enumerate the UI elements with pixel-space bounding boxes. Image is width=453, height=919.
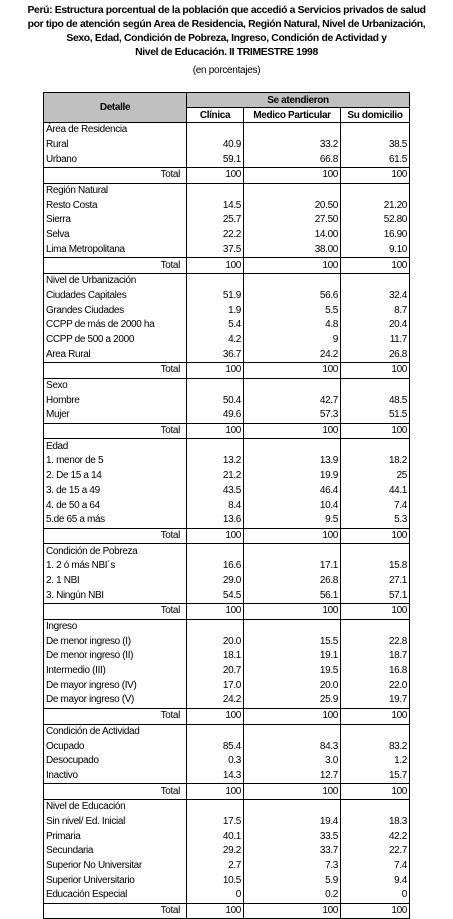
table-row — [44, 243, 410, 258]
table-row — [44, 649, 410, 664]
value-cell: 13.2 — [187, 454, 244, 469]
value-cell: 15.5 — [244, 634, 341, 649]
total-label: Total — [44, 604, 187, 620]
total-row — [44, 604, 410, 620]
table-row — [44, 693, 410, 708]
empty-cell — [244, 799, 341, 814]
row-label: De mayor ingreso (V) — [44, 693, 187, 708]
value-cell: 33.7 — [244, 844, 341, 859]
table-row — [44, 829, 410, 844]
title-line: Perú: Estructura porcentual de la población que accedió a Servicios privados de salud — [27, 5, 426, 16]
value-cell: 14.5 — [187, 198, 244, 213]
table-row — [44, 318, 410, 333]
row-label: 5.de 65 a más — [44, 513, 187, 528]
section-header-row — [44, 799, 410, 814]
section-label: Edad — [44, 439, 187, 454]
value-cell: 4.2 — [187, 333, 244, 348]
value-cell: 10.4 — [244, 498, 341, 513]
header-medico-particular: Medico Particular — [244, 108, 341, 123]
value-cell: 85.4 — [187, 739, 244, 754]
value-cell: 56.6 — [244, 289, 341, 304]
row-label: 2. 1 NBI — [44, 574, 187, 589]
section-label: Condición de Pobreza — [44, 544, 187, 559]
empty-cell — [341, 619, 410, 634]
value-cell: 7.3 — [244, 859, 341, 874]
value-cell: 84.3 — [244, 739, 341, 754]
title-line: Sexo, Edad, Condición de Pobreza, Ingreso, Condición de Actividad y — [66, 33, 387, 44]
table-row — [44, 393, 410, 408]
value-cell: 8.7 — [341, 303, 410, 318]
total-value-cell: 100 — [187, 528, 244, 544]
empty-cell — [341, 724, 410, 739]
row-label: 2. De 15 a 14 — [44, 469, 187, 484]
value-cell: 51.5 — [341, 408, 410, 423]
table-row — [44, 469, 410, 484]
empty-cell — [187, 544, 244, 559]
row-label: 4. de 50 a 64 — [44, 498, 187, 513]
row-label: De menor ingreso (I) — [44, 634, 187, 649]
value-cell: 15.8 — [341, 559, 410, 574]
empty-cell — [244, 544, 341, 559]
value-cell: 42.7 — [244, 393, 341, 408]
total-value-cell: 100 — [187, 363, 244, 379]
value-cell: 18.3 — [341, 815, 410, 830]
table-row — [44, 347, 410, 362]
total-value-cell: 100 — [187, 708, 244, 724]
table-row — [44, 754, 410, 769]
value-cell: 9.10 — [341, 243, 410, 258]
value-cell: 29.0 — [187, 574, 244, 589]
value-cell: 12.7 — [244, 769, 341, 784]
value-cell: 19.4 — [244, 815, 341, 830]
value-cell: 49.6 — [187, 408, 244, 423]
value-cell: 14.00 — [244, 228, 341, 243]
row-label: Lima Metropolitana — [44, 243, 187, 258]
total-row — [44, 784, 410, 800]
table-row — [44, 198, 410, 213]
table-row — [44, 408, 410, 423]
total-label: Total — [44, 258, 187, 274]
section-header-row — [44, 619, 410, 634]
row-label: Urbano — [44, 152, 187, 167]
total-value-cell: 100 — [187, 168, 244, 184]
section-header-row — [44, 544, 410, 559]
value-cell: 83.2 — [341, 739, 410, 754]
section-label: Condición de Actividad — [44, 724, 187, 739]
value-cell: 44.1 — [341, 484, 410, 499]
empty-cell — [244, 724, 341, 739]
value-cell: 52.80 — [341, 213, 410, 228]
total-label: Total — [44, 784, 187, 800]
value-cell: 48.5 — [341, 393, 410, 408]
value-cell: 13.6 — [187, 513, 244, 528]
value-cell: 56.1 — [244, 588, 341, 603]
total-value-cell: 100 — [341, 708, 410, 724]
empty-cell — [187, 378, 244, 393]
value-cell: 5.5 — [244, 303, 341, 318]
empty-cell — [244, 123, 341, 138]
total-value-cell: 100 — [244, 604, 341, 620]
row-label: Selva — [44, 228, 187, 243]
row-label: CCPP de más de 2000 ha — [44, 318, 187, 333]
value-cell: 50.4 — [187, 393, 244, 408]
value-cell: 51.9 — [187, 289, 244, 304]
value-cell: 57.1 — [341, 588, 410, 603]
total-value-cell: 100 — [187, 423, 244, 439]
empty-cell — [187, 619, 244, 634]
value-cell: 22.2 — [187, 228, 244, 243]
header-group: Se atendieron — [187, 93, 410, 108]
empty-cell — [341, 273, 410, 288]
total-value-cell: 100 — [244, 528, 341, 544]
empty-cell — [341, 799, 410, 814]
table-row — [44, 888, 410, 903]
value-cell: 42.2 — [341, 829, 410, 844]
value-cell: 26.8 — [341, 347, 410, 362]
value-cell: 10.5 — [187, 873, 244, 888]
total-row — [44, 258, 410, 274]
value-cell: 9.5 — [244, 513, 341, 528]
value-cell: 22.8 — [341, 634, 410, 649]
total-row — [44, 528, 410, 544]
document-title — [0, 4, 453, 60]
total-label: Total — [44, 168, 187, 184]
value-cell: 27.1 — [341, 574, 410, 589]
value-cell: 1.2 — [341, 754, 410, 769]
table-row — [44, 138, 410, 153]
table-row — [44, 498, 410, 513]
row-label: Grandes Ciudades — [44, 303, 187, 318]
row-label: Mujer — [44, 408, 187, 423]
value-cell: 20.0 — [187, 634, 244, 649]
total-value-cell: 100 — [244, 708, 341, 724]
value-cell: 21.2 — [187, 469, 244, 484]
value-cell: 0.2 — [244, 888, 341, 903]
value-cell: 29.2 — [187, 844, 244, 859]
value-cell: 19.9 — [244, 469, 341, 484]
empty-cell — [244, 619, 341, 634]
value-cell: 37.5 — [187, 243, 244, 258]
total-value-cell: 100 — [244, 363, 341, 379]
total-value-cell: 100 — [341, 423, 410, 439]
table-row — [44, 559, 410, 574]
value-cell: 46.4 — [244, 484, 341, 499]
row-label: Ocupado — [44, 739, 187, 754]
value-cell: 16.8 — [341, 664, 410, 679]
row-label: Intermedio (III) — [44, 664, 187, 679]
section-label: Ingreso — [44, 619, 187, 634]
value-cell: 17.1 — [244, 559, 341, 574]
table-row — [44, 513, 410, 528]
value-cell: 26.8 — [244, 574, 341, 589]
total-value-cell: 100 — [187, 903, 244, 919]
empty-cell — [187, 724, 244, 739]
row-label: Superior No Universitar — [44, 859, 187, 874]
value-cell: 32.4 — [341, 289, 410, 304]
total-label: Total — [44, 363, 187, 379]
empty-cell — [244, 273, 341, 288]
row-label: Hombre — [44, 393, 187, 408]
row-label: Desocupado — [44, 754, 187, 769]
value-cell: 5.3 — [341, 513, 410, 528]
value-cell: 5.9 — [244, 873, 341, 888]
empty-cell — [341, 544, 410, 559]
total-value-cell: 100 — [341, 903, 410, 919]
value-cell: 25.7 — [187, 213, 244, 228]
value-cell: 19.5 — [244, 664, 341, 679]
table-row — [44, 873, 410, 888]
row-label: 3. Ningún NBI — [44, 588, 187, 603]
value-cell: 24.2 — [244, 347, 341, 362]
empty-cell — [341, 378, 410, 393]
value-cell: 25.9 — [244, 693, 341, 708]
row-label: Sierra — [44, 213, 187, 228]
total-value-cell: 100 — [244, 168, 341, 184]
total-value-cell: 100 — [341, 258, 410, 274]
empty-cell — [244, 183, 341, 198]
empty-cell — [187, 183, 244, 198]
empty-cell — [341, 439, 410, 454]
empty-cell — [244, 439, 341, 454]
total-value-cell: 100 — [244, 423, 341, 439]
section-header-row — [44, 724, 410, 739]
value-cell: 33.2 — [244, 138, 341, 153]
value-cell: 36.7 — [187, 347, 244, 362]
value-cell: 16.6 — [187, 559, 244, 574]
section-header-row — [44, 273, 410, 288]
value-cell: 33.5 — [244, 829, 341, 844]
value-cell: 38.5 — [341, 138, 410, 153]
section-header-row — [44, 183, 410, 198]
table-row — [44, 303, 410, 318]
section-header-row — [44, 378, 410, 393]
total-value-cell: 100 — [341, 528, 410, 544]
value-cell: 1.9 — [187, 303, 244, 318]
title-line: por tipo de atención según Area de Residencia, Región Natural, Nivel de Urbanización, — [27, 19, 426, 30]
row-label: Superior Universitario — [44, 873, 187, 888]
value-cell: 25 — [341, 469, 410, 484]
value-cell: 27.50 — [244, 213, 341, 228]
total-value-cell: 100 — [187, 784, 244, 800]
total-value-cell: 100 — [244, 903, 341, 919]
value-cell: 11.7 — [341, 333, 410, 348]
total-value-cell: 100 — [187, 258, 244, 274]
value-cell: 20.0 — [244, 678, 341, 693]
table-row — [44, 333, 410, 348]
empty-cell — [341, 123, 410, 138]
empty-cell — [244, 378, 341, 393]
section-label: Nivel de Educación — [44, 799, 187, 814]
table-row — [44, 769, 410, 784]
row-label: 1. menor de 5 — [44, 454, 187, 469]
title-line: Nivel de Educación. II TRIMESTRE 1998 — [135, 47, 318, 58]
value-cell: 22.7 — [341, 844, 410, 859]
table-row — [44, 739, 410, 754]
section-label: Nivel de Urbanización — [44, 273, 187, 288]
total-value-cell: 100 — [341, 784, 410, 800]
value-cell: 57.3 — [244, 408, 341, 423]
total-row — [44, 903, 410, 919]
header-su-domicilio: Su domicilio — [341, 108, 410, 123]
value-cell: 18.7 — [341, 649, 410, 664]
row-label: Sin nivel/ Ed. Inicial — [44, 815, 187, 830]
total-label: Total — [44, 528, 187, 544]
total-row — [44, 168, 410, 184]
total-value-cell: 100 — [187, 604, 244, 620]
value-cell: 40.1 — [187, 829, 244, 844]
value-cell: 61.5 — [341, 152, 410, 167]
value-cell: 0 — [187, 888, 244, 903]
value-cell: 38.00 — [244, 243, 341, 258]
value-cell: 40.9 — [187, 138, 244, 153]
row-label: Primaria — [44, 829, 187, 844]
row-label: 3. de 15 a 49 — [44, 484, 187, 499]
value-cell: 7.4 — [341, 498, 410, 513]
table-row — [44, 588, 410, 603]
empty-cell — [187, 439, 244, 454]
table-row — [44, 678, 410, 693]
value-cell: 59.1 — [187, 152, 244, 167]
value-cell: 9.4 — [341, 873, 410, 888]
value-cell: 22.0 — [341, 678, 410, 693]
empty-cell — [187, 123, 244, 138]
value-cell: 3.0 — [244, 754, 341, 769]
row-label: 1. 2 ó más NBI´s — [44, 559, 187, 574]
header-detalle: Detalle — [44, 93, 187, 123]
total-label: Total — [44, 708, 187, 724]
value-cell: 16.90 — [341, 228, 410, 243]
table-row — [44, 815, 410, 830]
table-row — [44, 634, 410, 649]
value-cell: 0.3 — [187, 754, 244, 769]
document-subtitle: (en porcentajes) — [192, 65, 261, 76]
value-cell: 21.20 — [341, 198, 410, 213]
empty-cell — [187, 273, 244, 288]
section-header-row — [44, 123, 410, 138]
value-cell: 18.2 — [341, 454, 410, 469]
row-label: Area Rural — [44, 347, 187, 362]
table-row — [44, 213, 410, 228]
row-label: Rural — [44, 138, 187, 153]
empty-cell — [187, 799, 244, 814]
total-value-cell: 100 — [244, 258, 341, 274]
value-cell: 18.1 — [187, 649, 244, 664]
row-label: Inactivo — [44, 769, 187, 784]
value-cell: 7.4 — [341, 859, 410, 874]
table-row — [44, 574, 410, 589]
row-label: De mayor ingreso (IV) — [44, 678, 187, 693]
table-row — [44, 152, 410, 167]
value-cell: 4.8 — [244, 318, 341, 333]
row-label: Educación Especial — [44, 888, 187, 903]
value-cell: 2.7 — [187, 859, 244, 874]
value-cell: 43.5 — [187, 484, 244, 499]
table-row — [44, 844, 410, 859]
row-label: Ciudades Capitales — [44, 289, 187, 304]
empty-cell — [341, 183, 410, 198]
table-row — [44, 228, 410, 243]
value-cell: 54.5 — [187, 588, 244, 603]
row-label: Secundaria — [44, 844, 187, 859]
data-table — [43, 92, 410, 919]
row-label: CCPP de 500 a 2000 — [44, 333, 187, 348]
total-label: Total — [44, 423, 187, 439]
value-cell: 0 — [341, 888, 410, 903]
total-value-cell: 100 — [244, 784, 341, 800]
table-row — [44, 454, 410, 469]
value-cell: 8.4 — [187, 498, 244, 513]
section-header-row — [44, 439, 410, 454]
table-row — [44, 484, 410, 499]
value-cell: 20.50 — [244, 198, 341, 213]
section-label: Sexo — [44, 378, 187, 393]
table-body — [44, 123, 410, 919]
value-cell: 14.3 — [187, 769, 244, 784]
value-cell: 66.8 — [244, 152, 341, 167]
row-label: De menor ingreso (II) — [44, 649, 187, 664]
value-cell: 5.4 — [187, 318, 244, 333]
total-row — [44, 423, 410, 439]
value-cell: 15.7 — [341, 769, 410, 784]
total-value-cell: 100 — [341, 168, 410, 184]
section-label: Región Natural — [44, 183, 187, 198]
value-cell: 17.5 — [187, 815, 244, 830]
value-cell: 9 — [244, 333, 341, 348]
value-cell: 17.0 — [187, 678, 244, 693]
value-cell: 24.2 — [187, 693, 244, 708]
section-label: Área de Residencia — [44, 123, 187, 138]
header-clinica: Clínica — [187, 108, 244, 123]
value-cell: 19.7 — [341, 693, 410, 708]
total-label: Total — [44, 903, 187, 919]
value-cell: 19.1 — [244, 649, 341, 664]
table-row — [44, 289, 410, 304]
value-cell: 20.7 — [187, 664, 244, 679]
table-row — [44, 664, 410, 679]
total-value-cell: 100 — [341, 604, 410, 620]
total-row — [44, 708, 410, 724]
table-row — [44, 859, 410, 874]
value-cell: 13.9 — [244, 454, 341, 469]
row-label: Resto Costa — [44, 198, 187, 213]
total-row — [44, 363, 410, 379]
total-value-cell: 100 — [341, 363, 410, 379]
value-cell: 20.4 — [341, 318, 410, 333]
